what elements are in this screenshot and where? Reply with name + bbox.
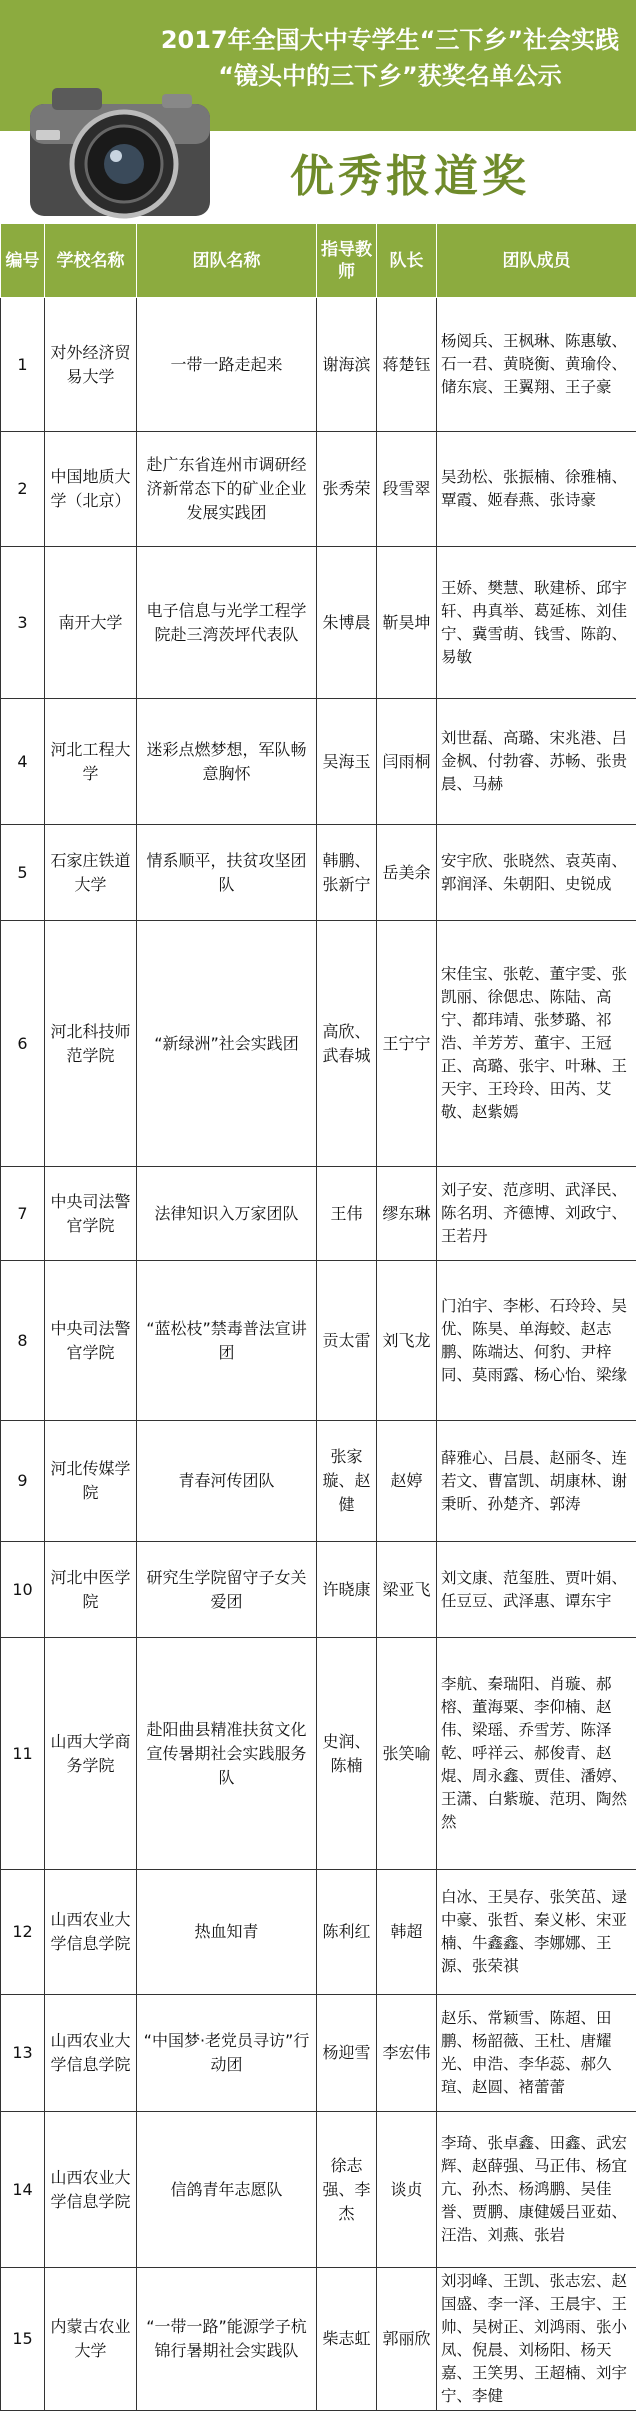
cell-leader: 韩超 xyxy=(377,1870,437,1995)
cell-number: 12 xyxy=(1,1870,45,1995)
cell-team: 热血知青 xyxy=(137,1870,317,1995)
cell-members: 吴劲松、张振楠、徐雅楠、覃霞、姬春燕、张诗豪 xyxy=(437,432,636,547)
cell-teacher: 谢海滨 xyxy=(317,298,377,432)
table-row xyxy=(1,1995,636,2112)
cell-team: 信鸽青年志愿队 xyxy=(137,2112,317,2268)
cell-members: 赵乐、常颖雪、陈超、田鹏、杨韶薇、王杜、唐耀光、申浩、李华蕊、郝久瑄、赵圆、褚蕾蕾 xyxy=(437,1995,636,2112)
cell-school: 中央司法警官学院 xyxy=(45,1167,137,1261)
table-row xyxy=(1,921,636,1167)
header-team: 团队名称 xyxy=(137,224,317,298)
camera-icon xyxy=(12,72,222,222)
cell-teacher: 徐志强、李杰 xyxy=(317,2112,377,2268)
cell-teacher: 贡太雷 xyxy=(317,1261,377,1421)
cell-school: 南开大学 xyxy=(45,547,137,699)
cell-leader: 段雪翠 xyxy=(377,432,437,547)
cell-leader: 赵婷 xyxy=(377,1421,437,1542)
cell-members: 李琦、张卓鑫、田鑫、武宏辉、赵薛强、马正伟、杨宜亢、孙杰、杨鸿鹏、吴佳誉、贾鹏、康健媛吕亚茹、汪浩、刘燕、张岩 xyxy=(437,2112,636,2268)
cell-team: 研究生学院留守子女关爱团 xyxy=(137,1542,317,1638)
table-row xyxy=(1,1638,636,1870)
cell-members: 薛雅心、吕晨、赵丽冬、连若文、曹富凯、胡康林、谢秉昕、孙楚齐、郭涛 xyxy=(437,1421,636,1542)
header-banner xyxy=(0,0,636,223)
cell-members: 安宇欣、张晓然、袁英南、郭润泽、朱朝阳、史锐成 xyxy=(437,825,636,921)
cell-teacher: 陈利红 xyxy=(317,1870,377,1995)
cell-school: 石家庄铁道大学 xyxy=(45,825,137,921)
cell-number: 3 xyxy=(1,547,45,699)
cell-school: 内蒙古农业大学 xyxy=(45,2268,137,2411)
cell-number: 5 xyxy=(1,825,45,921)
cell-school: 河北传媒学院 xyxy=(45,1421,137,1542)
cell-team: “一带一路”能源学子杭锦行暑期社会实践队 xyxy=(137,2268,317,2411)
header-leader: 队长 xyxy=(377,224,437,298)
cell-number: 13 xyxy=(1,1995,45,2112)
header-teacher: 指导教师 xyxy=(317,224,377,298)
cell-number: 2 xyxy=(1,432,45,547)
cell-school: 山西大学商务学院 xyxy=(45,1638,137,1870)
cell-team: 赴广东省连州市调研经济新常态下的矿业企业发展实践团 xyxy=(137,432,317,547)
cell-number: 11 xyxy=(1,1638,45,1870)
cell-number: 4 xyxy=(1,699,45,825)
table-row xyxy=(1,1167,636,1261)
cell-number: 1 xyxy=(1,298,45,432)
table-row xyxy=(1,2268,636,2411)
table-row xyxy=(1,825,636,921)
cell-teacher: 许晓康 xyxy=(317,1542,377,1638)
page-title xyxy=(150,22,630,94)
cell-number: 6 xyxy=(1,921,45,1167)
cell-school: 山西农业大学信息学院 xyxy=(45,1995,137,2112)
award-heading: 优秀报道奖 xyxy=(290,131,636,223)
cell-teacher: 柴志虹 xyxy=(317,2268,377,2411)
table-row xyxy=(1,1421,636,1542)
cell-team: “中国梦·老党员寻访”行动团 xyxy=(137,1995,317,2112)
cell-number: 9 xyxy=(1,1421,45,1542)
table-row xyxy=(1,298,636,432)
table-header-row xyxy=(1,224,636,298)
cell-team: 一带一路走起来 xyxy=(137,298,317,432)
title-line-2: “镜头中的三下乡”获奖名单公示 xyxy=(150,58,630,94)
cell-school: 河北科技师范学院 xyxy=(45,921,137,1167)
cell-number: 10 xyxy=(1,1542,45,1638)
cell-teacher: 韩鹏、张新宁 xyxy=(317,825,377,921)
cell-number: 14 xyxy=(1,2112,45,2268)
cell-members: 刘世磊、高璐、宋兆港、吕金枫、付勃睿、苏畅、张贵晨、马赫 xyxy=(437,699,636,825)
cell-team: 青春河传团队 xyxy=(137,1421,317,1542)
award-table xyxy=(0,223,636,2411)
table-row xyxy=(1,2112,636,2268)
title-line-1: 2017年全国大中专学生“三下乡”社会实践 xyxy=(150,22,630,58)
cell-leader: 谈贞 xyxy=(377,2112,437,2268)
table-row xyxy=(1,547,636,699)
cell-teacher: 王伟 xyxy=(317,1167,377,1261)
cell-school: 山西农业大学信息学院 xyxy=(45,1870,137,1995)
cell-members: 门泊宇、李彬、石玲玲、吴优、陈昊、单海蛟、赵志鹏、陈端达、何豹、尹梓同、莫雨露、杨心怡、梁缘 xyxy=(437,1261,636,1421)
cell-team: 电子信息与光学工程学院赴三湾茨坪代表队 xyxy=(137,547,317,699)
cell-members: 刘子安、范彦明、武泽民、陈名玥、齐德博、刘政宁、王若丹 xyxy=(437,1167,636,1261)
header-members: 团队成员 xyxy=(437,224,636,298)
cell-teacher: 史润、陈楠 xyxy=(317,1638,377,1870)
cell-team: “蓝松枝”禁毒普法宣讲团 xyxy=(137,1261,317,1421)
cell-leader: 李宏伟 xyxy=(377,1995,437,2112)
cell-leader: 缪东琳 xyxy=(377,1167,437,1261)
cell-teacher: 吴海玉 xyxy=(317,699,377,825)
cell-school: 山西农业大学信息学院 xyxy=(45,2112,137,2268)
cell-school: 对外经济贸易大学 xyxy=(45,298,137,432)
cell-team: 赴阳曲县精准扶贫文化宣传暑期社会实践服务队 xyxy=(137,1638,317,1870)
cell-team: 情系顺平，扶贫攻坚团队 xyxy=(137,825,317,921)
cell-leader: 靳昊坤 xyxy=(377,547,437,699)
cell-teacher: 张家璇、赵健 xyxy=(317,1421,377,1542)
cell-number: 8 xyxy=(1,1261,45,1421)
cell-leader: 蒋楚钰 xyxy=(377,298,437,432)
cell-members: 刘文康、范玺胜、贾叶娟、任豆豆、武泽惠、谭东宇 xyxy=(437,1542,636,1638)
cell-school: 河北中医学院 xyxy=(45,1542,137,1638)
cell-leader: 郭丽欣 xyxy=(377,2268,437,2411)
table-row xyxy=(1,1261,636,1421)
cell-teacher: 杨迎雪 xyxy=(317,1995,377,2112)
cell-school: 中国地质大学（北京） xyxy=(45,432,137,547)
cell-members: 刘羽峰、王凯、张志宏、赵国盛、李一泽、王晨宇、王帅、吴树正、刘鸿雨、张小凤、倪晨、刘杨阳、杨天嘉、王笑男、王超楠、刘宇宁、李健 xyxy=(437,2268,636,2411)
cell-leader: 岳美余 xyxy=(377,825,437,921)
cell-team: 法律知识入万家团队 xyxy=(137,1167,317,1261)
header-number: 编号 xyxy=(1,224,45,298)
cell-team: 迷彩点燃梦想，军队畅意胸怀 xyxy=(137,699,317,825)
cell-members: 白冰、王昊存、张笑茁、逯中豪、张哲、秦义彬、宋亚楠、牛鑫鑫、李娜娜、王源、张荣祺 xyxy=(437,1870,636,1995)
cell-members: 宋佳宝、张乾、董宇雯、张凯丽、徐偲忠、陈陆、高宁、都玮靖、张梦璐、祁浩、羊芳芳、董宇、王冠正、高璐、张宇、叶琳、王天宇、王玲玲、田芮、艾敬、赵紫嫣 xyxy=(437,921,636,1167)
cell-teacher: 张秀荣 xyxy=(317,432,377,547)
table-row xyxy=(1,1542,636,1638)
cell-school: 河北工程大学 xyxy=(45,699,137,825)
cell-number: 15 xyxy=(1,2268,45,2411)
cell-members: 李航、秦瑞阳、肖璇、郝榕、董海粟、李仰楠、赵伟、梁瑶、乔雪芳、陈泽乾、呼祥云、郝俊青、赵焜、周永鑫、贾佳、潘婷、王潇、白紫璇、范玥、陶然然 xyxy=(437,1638,636,1870)
cell-members: 王娇、樊慧、耿建桥、邱宇轩、冉真举、葛延栋、刘佳宁、冀雪萌、钱雪、陈韵、易敏 xyxy=(437,547,636,699)
cell-leader: 闫雨桐 xyxy=(377,699,437,825)
cell-school: 中央司法警官学院 xyxy=(45,1261,137,1421)
cell-members: 杨阅兵、王枫琳、陈惠敏、石一君、黄晓衡、黄瑜伶、储东宸、王翼翔、王子豪 xyxy=(437,298,636,432)
cell-number: 7 xyxy=(1,1167,45,1261)
cell-leader: 刘飞龙 xyxy=(377,1261,437,1421)
table-row xyxy=(1,699,636,825)
table-row xyxy=(1,432,636,547)
cell-team: “新绿洲”社会实践团 xyxy=(137,921,317,1167)
cell-leader: 张笑喻 xyxy=(377,1638,437,1870)
cell-leader: 梁亚飞 xyxy=(377,1542,437,1638)
cell-teacher: 高欣、武春城 xyxy=(317,921,377,1167)
cell-teacher: 朱博晨 xyxy=(317,547,377,699)
cell-leader: 王宁宁 xyxy=(377,921,437,1167)
table-row xyxy=(1,1870,636,1995)
header-school: 学校名称 xyxy=(45,224,137,298)
